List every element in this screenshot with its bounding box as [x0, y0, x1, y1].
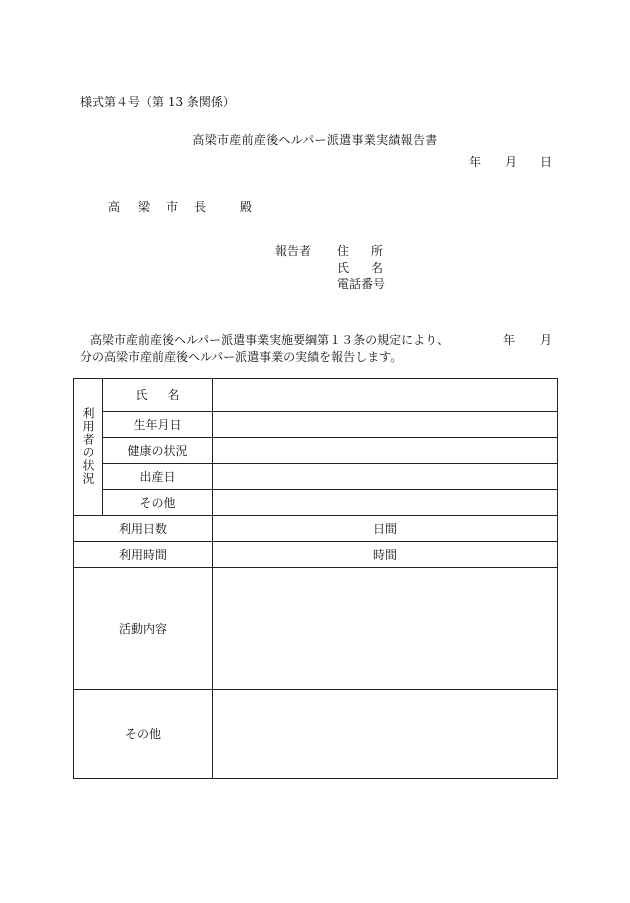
other-field[interactable] — [213, 690, 558, 779]
usage-days-unit: 日間 — [372, 521, 397, 536]
activities-field[interactable] — [213, 568, 558, 690]
document-title: 高梁市産前産後ヘルパー派遣事業実績報告書 — [192, 133, 438, 147]
usage-hours-label: 利用時間 — [74, 542, 213, 568]
health-label: 健康の状況 — [103, 438, 213, 464]
usage-days-field[interactable] — [213, 516, 558, 542]
table-row — [74, 490, 558, 516]
date-day-label: 日 — [540, 155, 553, 169]
report-body-month: 月 — [540, 333, 553, 347]
table-row — [74, 516, 558, 542]
date-month-label: 月 — [505, 155, 518, 169]
reporter-label: 報告者 — [275, 244, 312, 258]
other-label: その他 — [74, 690, 213, 779]
name-label-1: 氏 — [135, 388, 148, 402]
reporter-address-label: 所 — [371, 244, 384, 258]
name-label-2: 名 — [167, 388, 180, 402]
table-row — [74, 412, 558, 438]
addressee-char: 市 — [166, 200, 179, 214]
reporter-name-label: 氏 — [337, 261, 350, 275]
birthdate-field[interactable] — [213, 412, 558, 438]
reporter-name-label: 名 — [371, 261, 384, 275]
usage-hours-unit: 時間 — [372, 547, 397, 562]
addressee-char: 長 — [194, 200, 207, 214]
addressee-honorific: 殿 — [240, 200, 253, 214]
report-body-line1: 高梁市産前産後ヘルパー派遣事業実施要綱第１３条の規定により、 — [90, 333, 450, 347]
table-row — [74, 438, 558, 464]
addressee-char: 梁 — [138, 200, 151, 214]
table-row — [74, 379, 558, 412]
reporter-address-label: 住 — [337, 244, 350, 258]
other-sub-label: その他 — [103, 490, 213, 516]
delivery-date-field[interactable] — [213, 464, 558, 490]
health-field[interactable] — [213, 438, 558, 464]
usage-days-label: 利用日数 — [74, 516, 213, 542]
table-row — [74, 542, 558, 568]
name-field[interactable] — [213, 379, 558, 412]
user-status-header — [74, 379, 103, 516]
form-number: 様式第４号（第 13 条関係） — [80, 95, 235, 109]
table-row — [74, 464, 558, 490]
table-row — [74, 568, 558, 690]
reporter-phone-label: 電話番号 — [337, 277, 386, 291]
name-label-cell — [103, 379, 213, 412]
addressee-char: 高 — [108, 200, 121, 214]
usage-hours-field[interactable] — [213, 542, 558, 568]
report-table — [73, 378, 558, 779]
other-sub-field[interactable] — [213, 490, 558, 516]
report-body-year: 年 — [503, 333, 516, 347]
user-status-label: 利用者の状況 — [81, 406, 95, 485]
delivery-date-label: 出産日 — [103, 464, 213, 490]
birthdate-label: 生年月日 — [103, 412, 213, 438]
report-body-line2: 分の高梁市産前産後ヘルパー派遣事業の実績を報告します。 — [80, 350, 403, 364]
table-row — [74, 690, 558, 779]
activities-label: 活動内容 — [74, 568, 213, 690]
date-year-label: 年 — [469, 155, 482, 169]
